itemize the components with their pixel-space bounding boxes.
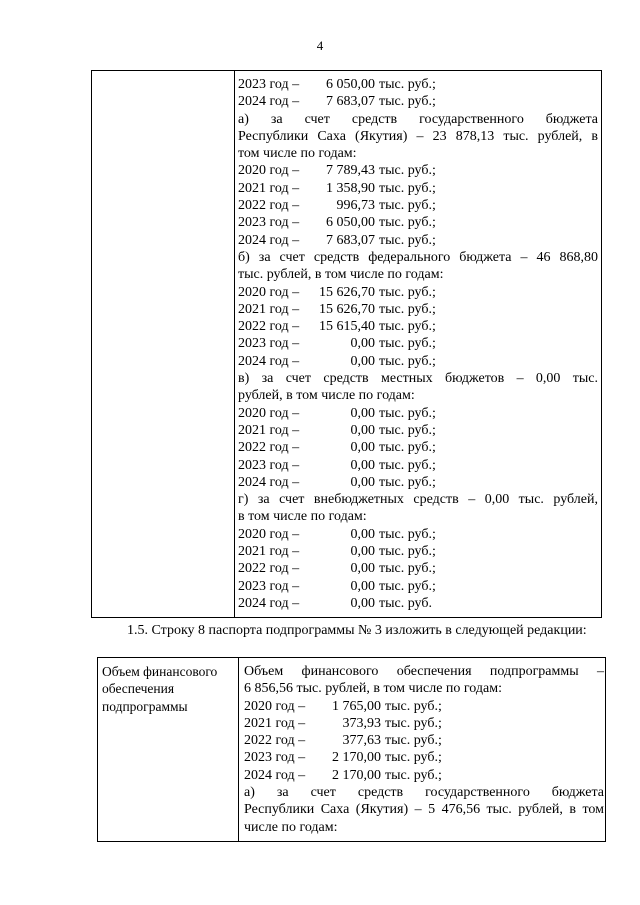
- year-label: 2021 год –: [238, 544, 300, 560]
- year-label: 2022 год –: [238, 440, 300, 456]
- year-label: 2023 год –: [244, 750, 306, 766]
- section-a-line2: Республики Саха (Якутия) – 23 878,13 тыс. рублей, в: [238, 128, 598, 144]
- year-unit: тыс. руб.;: [379, 578, 436, 594]
- section-a-years: [238, 162, 598, 248]
- year-row: [238, 353, 598, 370]
- section-b-years: [238, 284, 598, 370]
- year-label: 2020 год –: [238, 284, 300, 300]
- year-label: 2020 год –: [244, 698, 306, 714]
- year-amount: 373,93: [342, 715, 381, 731]
- year-label: 2023 год –: [238, 336, 300, 352]
- year-amount: 0,00: [350, 526, 375, 542]
- year-amount: 0,00: [350, 474, 375, 490]
- year-row: [238, 284, 598, 301]
- year-amount: 0,00: [350, 336, 375, 352]
- year-amount: 0,00: [350, 595, 375, 611]
- total-line2: 6 856,56 тыс. рублей, в том числе по годам:: [244, 681, 502, 697]
- year-label: 2020 год –: [238, 526, 300, 542]
- year-amount: 0,00: [350, 405, 375, 421]
- year-unit: тыс. руб.;: [379, 526, 436, 542]
- year-unit: тыс. руб.;: [379, 215, 436, 231]
- year-row: [244, 698, 604, 715]
- year-label: 2020 год –: [238, 405, 300, 421]
- section-a-line1: а) за счет средств государственного бюджета: [238, 111, 598, 127]
- year-label: 2024 год –: [238, 232, 300, 248]
- t2-section-a-line3: числе по годам:: [244, 819, 338, 835]
- year-unit: тыс. руб.;: [379, 422, 436, 438]
- section-v-line2: рублей, в том числе по годам:: [238, 388, 415, 404]
- year-row: [238, 93, 598, 110]
- year-amount: 2 170,00: [332, 767, 381, 783]
- year-label: 2023 год –: [238, 578, 300, 594]
- year-row: [238, 232, 598, 249]
- page-number: 4: [316, 38, 324, 53]
- year-unit: тыс. руб.;: [379, 232, 436, 248]
- year-row: [238, 197, 598, 214]
- year-amount: 15 615,40: [319, 319, 375, 335]
- year-row: [244, 732, 604, 749]
- financing-table-continued: [91, 70, 602, 618]
- t2-section-a-line1: а) за счет средств государственного бюджета: [244, 785, 604, 801]
- year-unit: тыс. руб.;: [385, 733, 442, 749]
- row-label-cell: [102, 663, 236, 715]
- section-a-line3: том числе по годам:: [238, 146, 357, 162]
- year-amount: 15 626,70: [319, 301, 375, 317]
- year-unit: тыс. руб.;: [379, 77, 436, 92]
- year-row: [244, 767, 604, 784]
- year-unit: тыс. руб.;: [379, 301, 436, 317]
- year-amount: 7 683,07: [326, 232, 375, 248]
- year-label: 2024 год –: [238, 474, 300, 490]
- year-row: [238, 422, 598, 439]
- year-amount: 0,00: [350, 561, 375, 577]
- year-amount: 377,63: [342, 733, 381, 749]
- year-unit: тыс. руб.: [379, 595, 432, 611]
- section-v-line1: в) за счет средств местных бюджетов – 0,00 тыс.: [238, 371, 598, 387]
- year-row: [244, 715, 604, 732]
- year-list-top: [238, 76, 598, 111]
- year-label: 2022 год –: [238, 319, 300, 335]
- year-row: [238, 474, 598, 491]
- year-label: 2021 год –: [238, 422, 300, 438]
- year-amount: 2 170,00: [332, 750, 381, 766]
- year-row: [238, 301, 598, 318]
- year-amount: 6 050,00: [326, 77, 375, 92]
- year-amount: 15 626,70: [319, 284, 375, 300]
- year-unit: тыс. руб.;: [385, 698, 442, 714]
- year-unit: тыс. руб.;: [379, 94, 436, 110]
- section-g-years: [238, 526, 598, 612]
- year-row: [238, 162, 598, 179]
- year-label: 2024 год –: [238, 94, 300, 110]
- year-row: [238, 595, 598, 612]
- year-unit: тыс. руб.;: [379, 544, 436, 560]
- year-row: [238, 578, 598, 595]
- year-unit: тыс. руб.;: [379, 180, 436, 196]
- year-amount: 0,00: [350, 544, 375, 560]
- year-label: 2021 год –: [238, 301, 300, 317]
- year-label: 2021 год –: [244, 715, 306, 731]
- year-label: 2020 год –: [238, 163, 300, 179]
- year-row: [244, 749, 604, 766]
- year-amount: 7 789,43: [326, 163, 375, 179]
- column-divider: [234, 71, 235, 617]
- year-row: [238, 439, 598, 456]
- t2-section-a-line2: Республики Саха (Якутия) – 5 476,56 тыс. рублей, в том: [244, 802, 604, 818]
- year-row: [238, 543, 598, 560]
- year-label: 2021 год –: [238, 180, 300, 196]
- year-amount: 7 683,07: [326, 94, 375, 110]
- section-b-line2: тыс. рублей, в том числе по годам:: [238, 267, 444, 283]
- year-row: [238, 457, 598, 474]
- section-b-line1: б) за счет средств федерального бюджета – 46 868,80: [238, 249, 598, 265]
- year-amount: 0,00: [350, 457, 375, 473]
- year-amount: 0,00: [350, 578, 375, 594]
- row-label-line: подпрограммы: [102, 698, 188, 714]
- year-label: 2023 год –: [238, 457, 300, 473]
- year-amount: 0,00: [350, 440, 375, 456]
- year-row: [238, 214, 598, 231]
- year-unit: тыс. руб.;: [379, 353, 436, 369]
- year-unit: тыс. руб.;: [379, 405, 436, 421]
- year-row: [238, 76, 598, 93]
- section-g-line2: в том числе по годам:: [238, 509, 367, 525]
- year-unit: тыс. руб.;: [379, 198, 436, 214]
- row-label-line: обеспечения: [102, 681, 175, 697]
- year-label: 2022 год –: [238, 198, 300, 214]
- year-amount: 996,73: [336, 198, 375, 214]
- section-g-line1: г) за счет внебюджетных средств – 0,00 тыс. рублей,: [238, 492, 598, 508]
- year-unit: тыс. руб.;: [379, 440, 436, 456]
- year-unit: тыс. руб.;: [385, 767, 442, 783]
- year-unit: тыс. руб.;: [379, 284, 436, 300]
- year-unit: тыс. руб.;: [385, 715, 442, 731]
- year-row: [238, 318, 598, 335]
- total-years: [244, 698, 604, 784]
- year-label: 2024 год –: [238, 353, 300, 369]
- year-unit: тыс. руб.;: [379, 457, 436, 473]
- year-row: [238, 560, 598, 577]
- year-amount: 1 358,90: [326, 180, 375, 196]
- year-label: 2022 год –: [238, 561, 300, 577]
- year-amount: 6 050,00: [326, 215, 375, 231]
- year-unit: тыс. руб.;: [379, 319, 436, 335]
- row-label-line: Объем финансового: [102, 664, 218, 679]
- year-label: 2024 год –: [238, 595, 300, 611]
- year-label: 2022 год –: [244, 733, 306, 749]
- year-unit: тыс. руб.;: [385, 750, 442, 766]
- section-v-years: [238, 405, 598, 491]
- year-unit: тыс. руб.;: [379, 336, 436, 352]
- subprogram-financing-table: [97, 657, 606, 842]
- year-row: [238, 180, 598, 197]
- year-amount: 0,00: [350, 353, 375, 369]
- financing-details-cell: [244, 663, 604, 836]
- year-unit: тыс. руб.;: [379, 561, 436, 577]
- year-amount: 0,00: [350, 422, 375, 438]
- year-row: [238, 335, 598, 352]
- year-row: [238, 405, 598, 422]
- financing-details-cell: [238, 76, 598, 612]
- year-label: 2023 год –: [238, 215, 300, 231]
- year-unit: тыс. руб.;: [379, 163, 436, 179]
- total-line1: Объем финансового обеспечения подпрограммы –: [244, 664, 604, 679]
- year-unit: тыс. руб.;: [379, 474, 436, 490]
- column-divider: [238, 658, 239, 841]
- year-label: 2024 год –: [244, 767, 306, 783]
- year-amount: 1 765,00: [332, 698, 381, 714]
- year-label: 2023 год –: [238, 77, 300, 92]
- year-row: [238, 526, 598, 543]
- amendment-paragraph: 1.5. Строку 8 паспорта подпрограммы № 3 изложить в следующей редакции:: [127, 623, 587, 638]
